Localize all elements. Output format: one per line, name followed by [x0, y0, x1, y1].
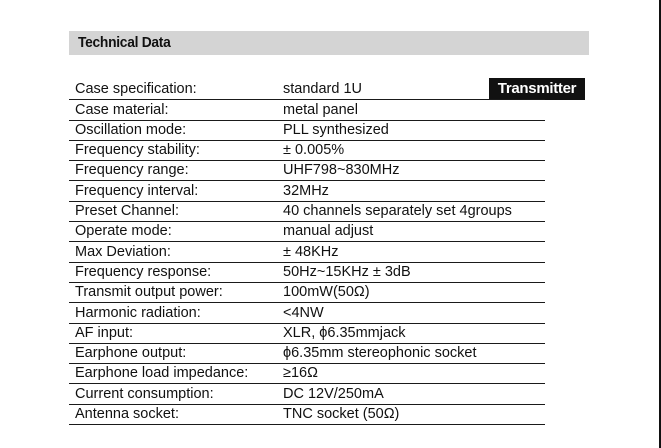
spec-table: [69, 80, 545, 425]
transmitter-badge: Transmitter: [489, 78, 585, 100]
spec-row-transmit-output-power: [69, 283, 545, 303]
spec-value: ± 48KHz: [283, 243, 339, 260]
spec-row-frequency-interval: [69, 181, 545, 201]
spec-value: PLL synthesized: [283, 121, 389, 138]
spec-value: manual adjust: [283, 223, 374, 240]
spec-label: Frequency interval:: [75, 182, 199, 199]
spec-value: XLR, ϕ6.35mmjack: [283, 324, 406, 341]
spec-value: UHF798~830MHz: [283, 162, 400, 179]
spec-row-preset-channel: [69, 202, 545, 222]
spec-label: Case material:: [75, 101, 169, 118]
spec-row-case-specification: [69, 80, 545, 100]
spec-row-harmonic-radiation: [69, 303, 545, 323]
spec-value: metal panel: [283, 101, 358, 118]
spec-label: Frequency range:: [75, 162, 189, 179]
spec-row-antenna-socket: [69, 405, 545, 425]
spec-label: Frequency response:: [75, 263, 212, 280]
spec-label: AF input:: [75, 324, 134, 341]
spec-label: Max Deviation:: [75, 243, 171, 260]
spec-value: DC 12V/250mA: [283, 385, 384, 402]
section-header: [69, 31, 589, 55]
spec-row-af-input: [69, 324, 545, 344]
spec-value: ϕ6.35mm stereophonic socket: [283, 345, 477, 362]
spec-row-operate-mode: [69, 222, 545, 242]
spec-label: Case specification:: [75, 81, 197, 98]
spec-label: Preset Channel:: [75, 203, 179, 220]
spec-value: standard 1U: [283, 81, 362, 98]
spec-row-oscillation-mode: [69, 121, 545, 141]
spec-row-max-deviation: [69, 242, 545, 262]
spec-row-frequency-response: [69, 263, 545, 283]
spec-value: 32MHz: [283, 182, 329, 199]
spec-row-current-consumption: [69, 384, 545, 404]
spec-label: Antenna socket:: [75, 406, 179, 423]
spec-label: Earphone load impedance:: [75, 365, 249, 382]
spec-row-earphone-load-impedance: [69, 364, 545, 384]
spec-label: Operate mode:: [75, 223, 172, 240]
spec-label: Transmit output power:: [75, 284, 223, 301]
spec-label: Harmonic radiation:: [75, 304, 201, 321]
spec-value: ± 0.005%: [283, 142, 345, 159]
spec-row-frequency-stability: [69, 141, 545, 161]
spec-row-case-material: [69, 100, 545, 120]
spec-value: 100mW(50Ω): [283, 284, 370, 301]
spec-row-earphone-output: [69, 344, 545, 364]
spec-label: Frequency stability:: [75, 142, 200, 159]
spec-value: <4NW: [283, 304, 324, 321]
spec-value: 50Hz~15KHz ± 3dB: [283, 263, 411, 280]
spec-value: 40 channels separately set 4groups: [283, 203, 512, 220]
spec-label: Earphone output:: [75, 345, 187, 362]
spec-value: ≥16Ω: [283, 365, 318, 382]
spec-label: Current consumption:: [75, 385, 214, 402]
spec-label: Oscillation mode:: [75, 121, 187, 138]
spec-row-frequency-range: [69, 161, 545, 181]
spec-value: TNC socket (50Ω): [283, 406, 400, 423]
section-title: Technical Data: [78, 34, 171, 51]
